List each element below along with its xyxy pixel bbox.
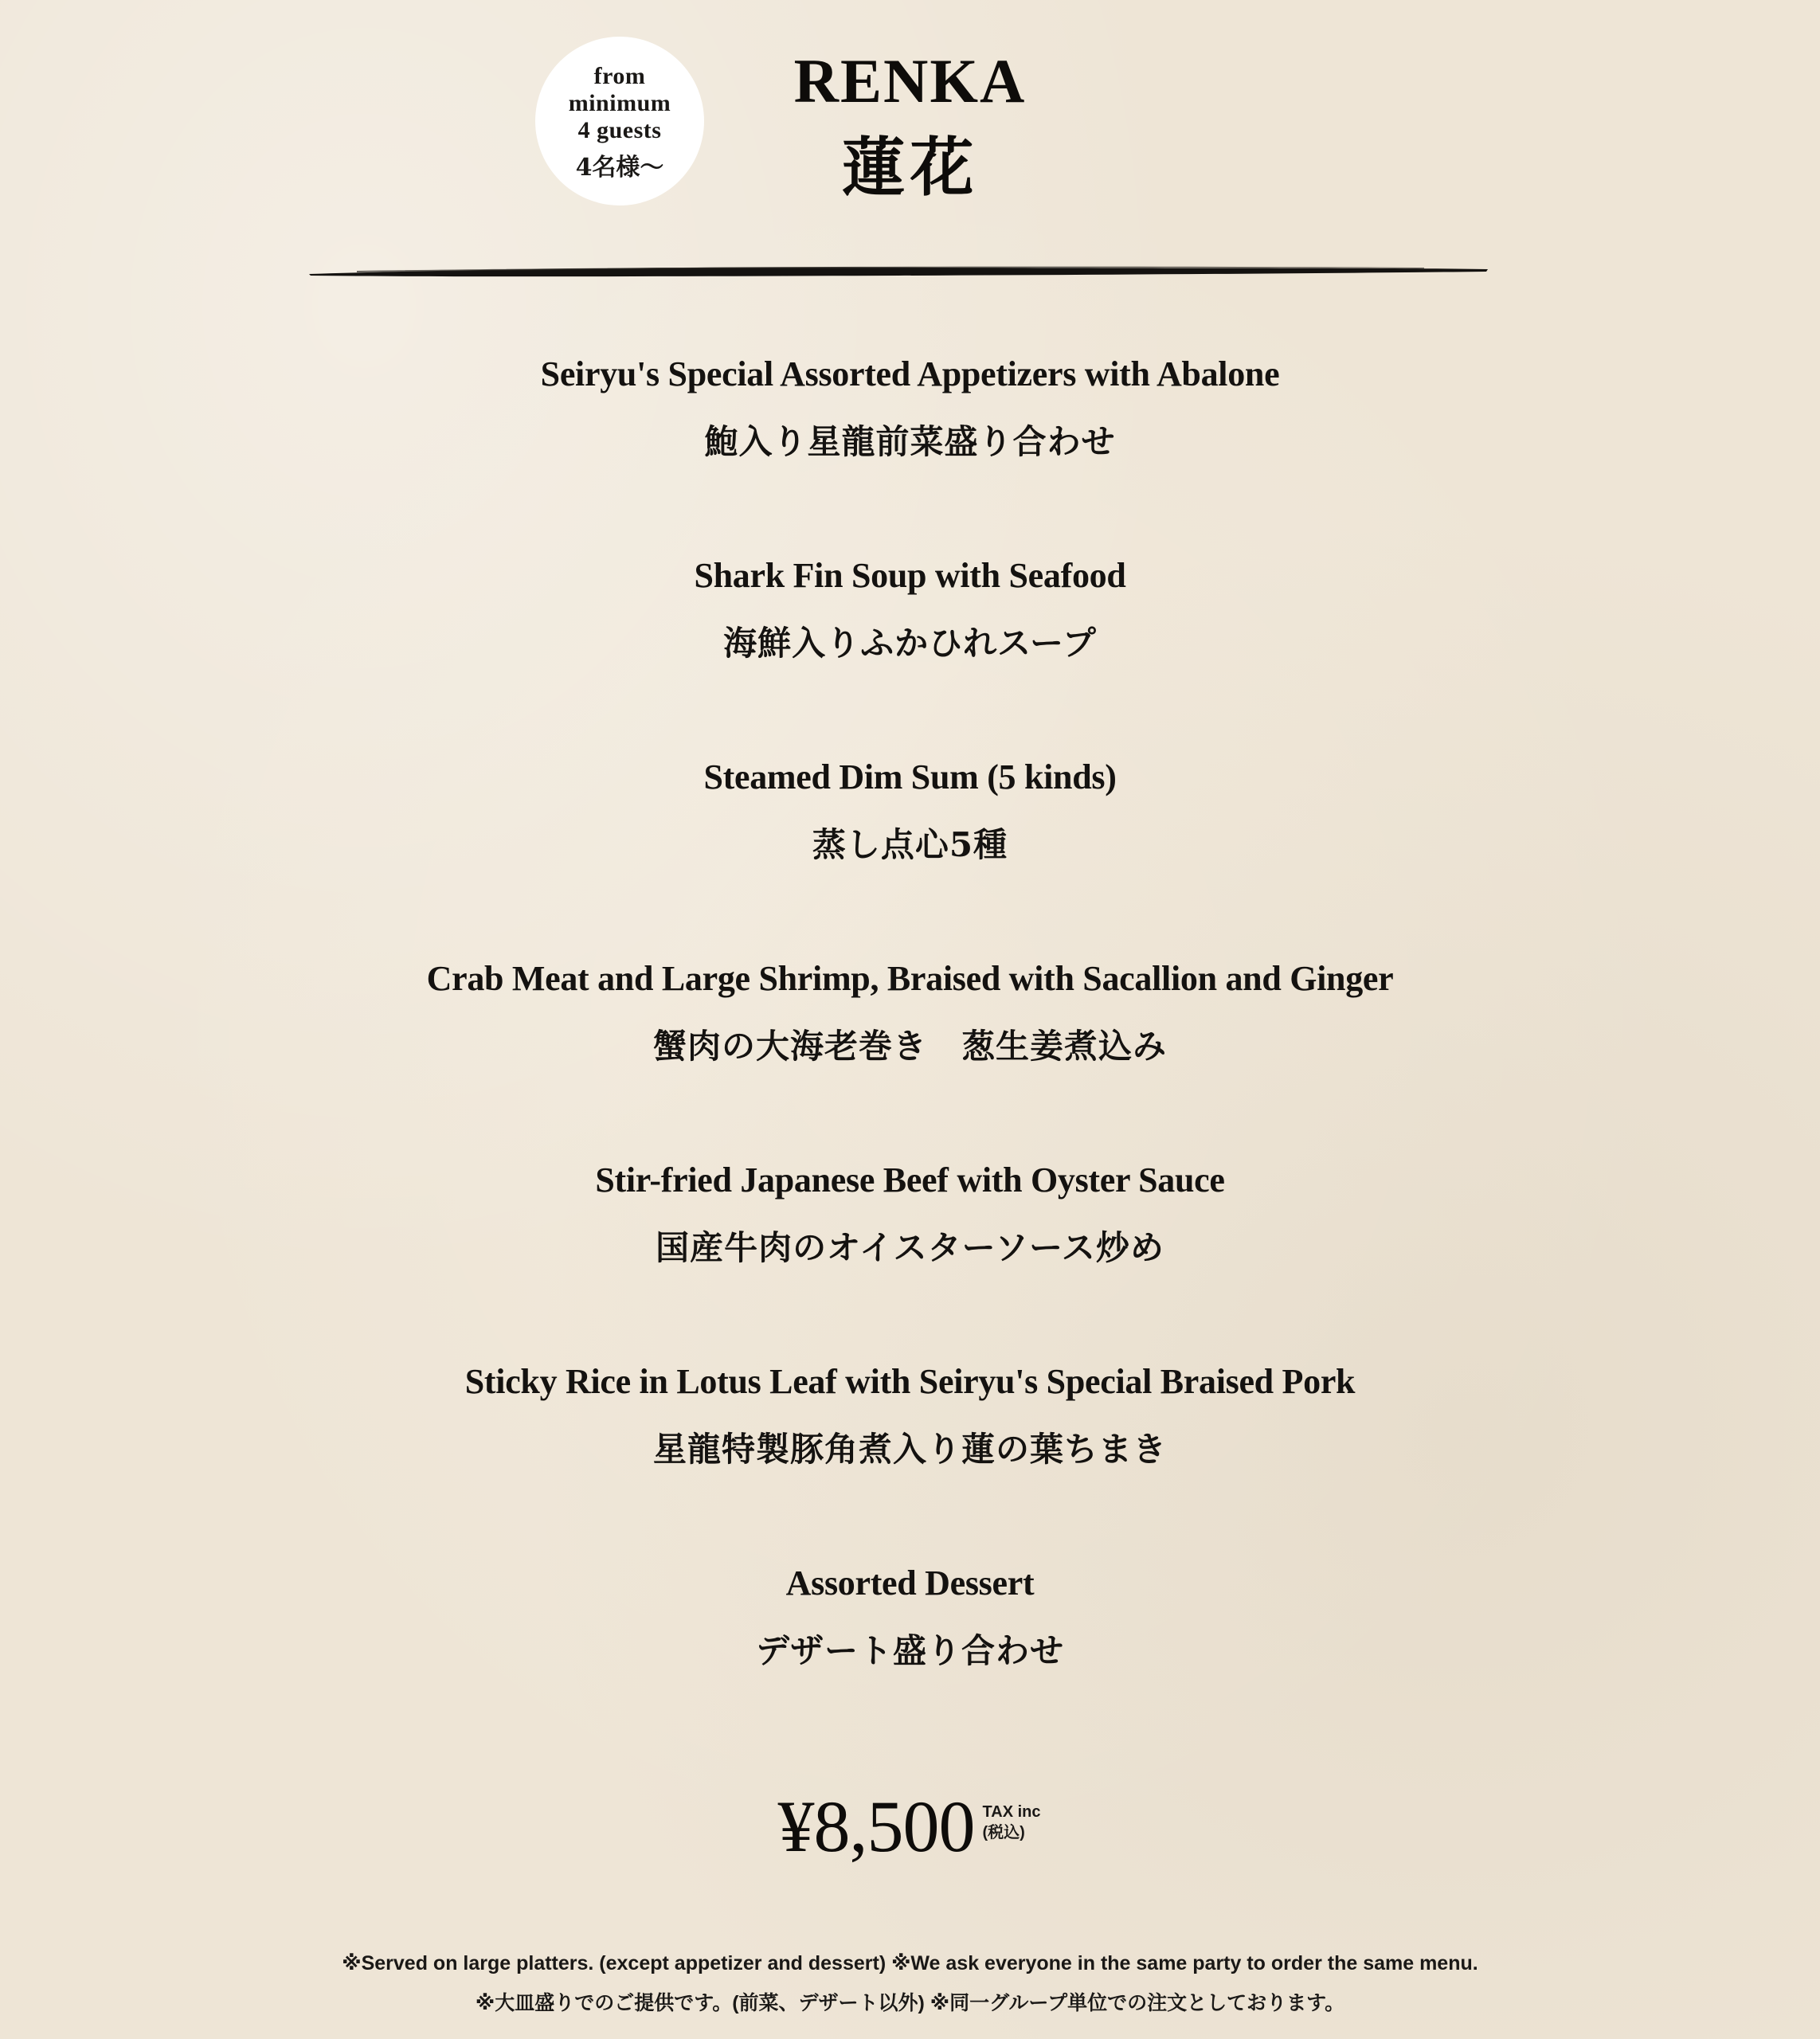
course-item-name-jp: 星龍特製豚角煮入り蓮の葉ちまき	[652, 1430, 1167, 1469]
course-title-en: RENKA	[793, 46, 1027, 115]
badge-line-guests: 4 guests	[577, 117, 662, 143]
footer-note-en: ※Served on large platters. (except appetizer and dessert) ※We ask everyone in the same party to order the same menu.	[342, 1952, 1478, 1974]
course-item-beef	[0, 1149, 1820, 1350]
course-item-soup	[0, 544, 1820, 746]
course-item-sticky-rice	[0, 1350, 1820, 1552]
price-block	[0, 1783, 1820, 1870]
badge-line-jp: 4名様～	[575, 154, 664, 182]
footer-note-jp: ※大皿盛りでのご提供です。(前菜、デザート以外) ※同一グループ単位での注文としております。	[475, 1992, 1345, 2014]
tax-note-jp: (税込)	[982, 1824, 1025, 1841]
course-title-jp: 蓮花	[841, 130, 979, 205]
course-item-name-jp: 海鮮入りふかひれスープ	[723, 624, 1097, 663]
course-item-appetizers	[0, 342, 1820, 544]
course-item-name-jp: 蒸し点心5種	[812, 825, 1008, 864]
course-item-name-jp: 蟹肉の大海老巻き 葱生姜煮込み	[652, 1027, 1167, 1066]
course-item-name-jp: 鮑入り星龍前菜盛り合わせ	[704, 422, 1116, 461]
footer-notes	[0, 1943, 1820, 2023]
course-item-name-jp: 国産牛肉のオイスターソース炒め	[656, 1228, 1164, 1267]
course-item-name-en: Crab Meat and Large Shrimp, Braised with Sacallion and Ginger	[426, 959, 1394, 998]
price-amount: ¥8,500	[777, 1786, 975, 1867]
course-item-crab-shrimp	[0, 947, 1820, 1149]
tax-note	[983, 1802, 1041, 1843]
badge-line-from: from	[593, 63, 646, 89]
badge-line-minimum: minimum	[568, 90, 671, 116]
course-item-name-en: Steamed Dim Sum (5 kinds)	[703, 757, 1117, 796]
course-list	[0, 342, 1820, 1753]
course-item-dim-sum	[0, 746, 1820, 947]
tax-note-en: TAX inc	[982, 1803, 1041, 1821]
course-item-name-en: Seiryu's Special Assorted Appetizers with Abalone	[540, 354, 1280, 393]
course-item-name-jp: デザート盛り合わせ	[755, 1631, 1064, 1670]
course-item-name-en: Shark Fin Soup with Seafood	[694, 556, 1126, 595]
brush-stroke-divider	[309, 261, 1488, 285]
course-item-dessert	[0, 1552, 1820, 1753]
course-item-name-en: Sticky Rice in Lotus Leaf with Seiryu's Special Braised Pork	[464, 1362, 1356, 1401]
course-item-name-en: Stir-fried Japanese Beef with Oyster Sauce	[595, 1160, 1225, 1200]
course-item-name-en: Assorted Dessert	[785, 1563, 1035, 1603]
